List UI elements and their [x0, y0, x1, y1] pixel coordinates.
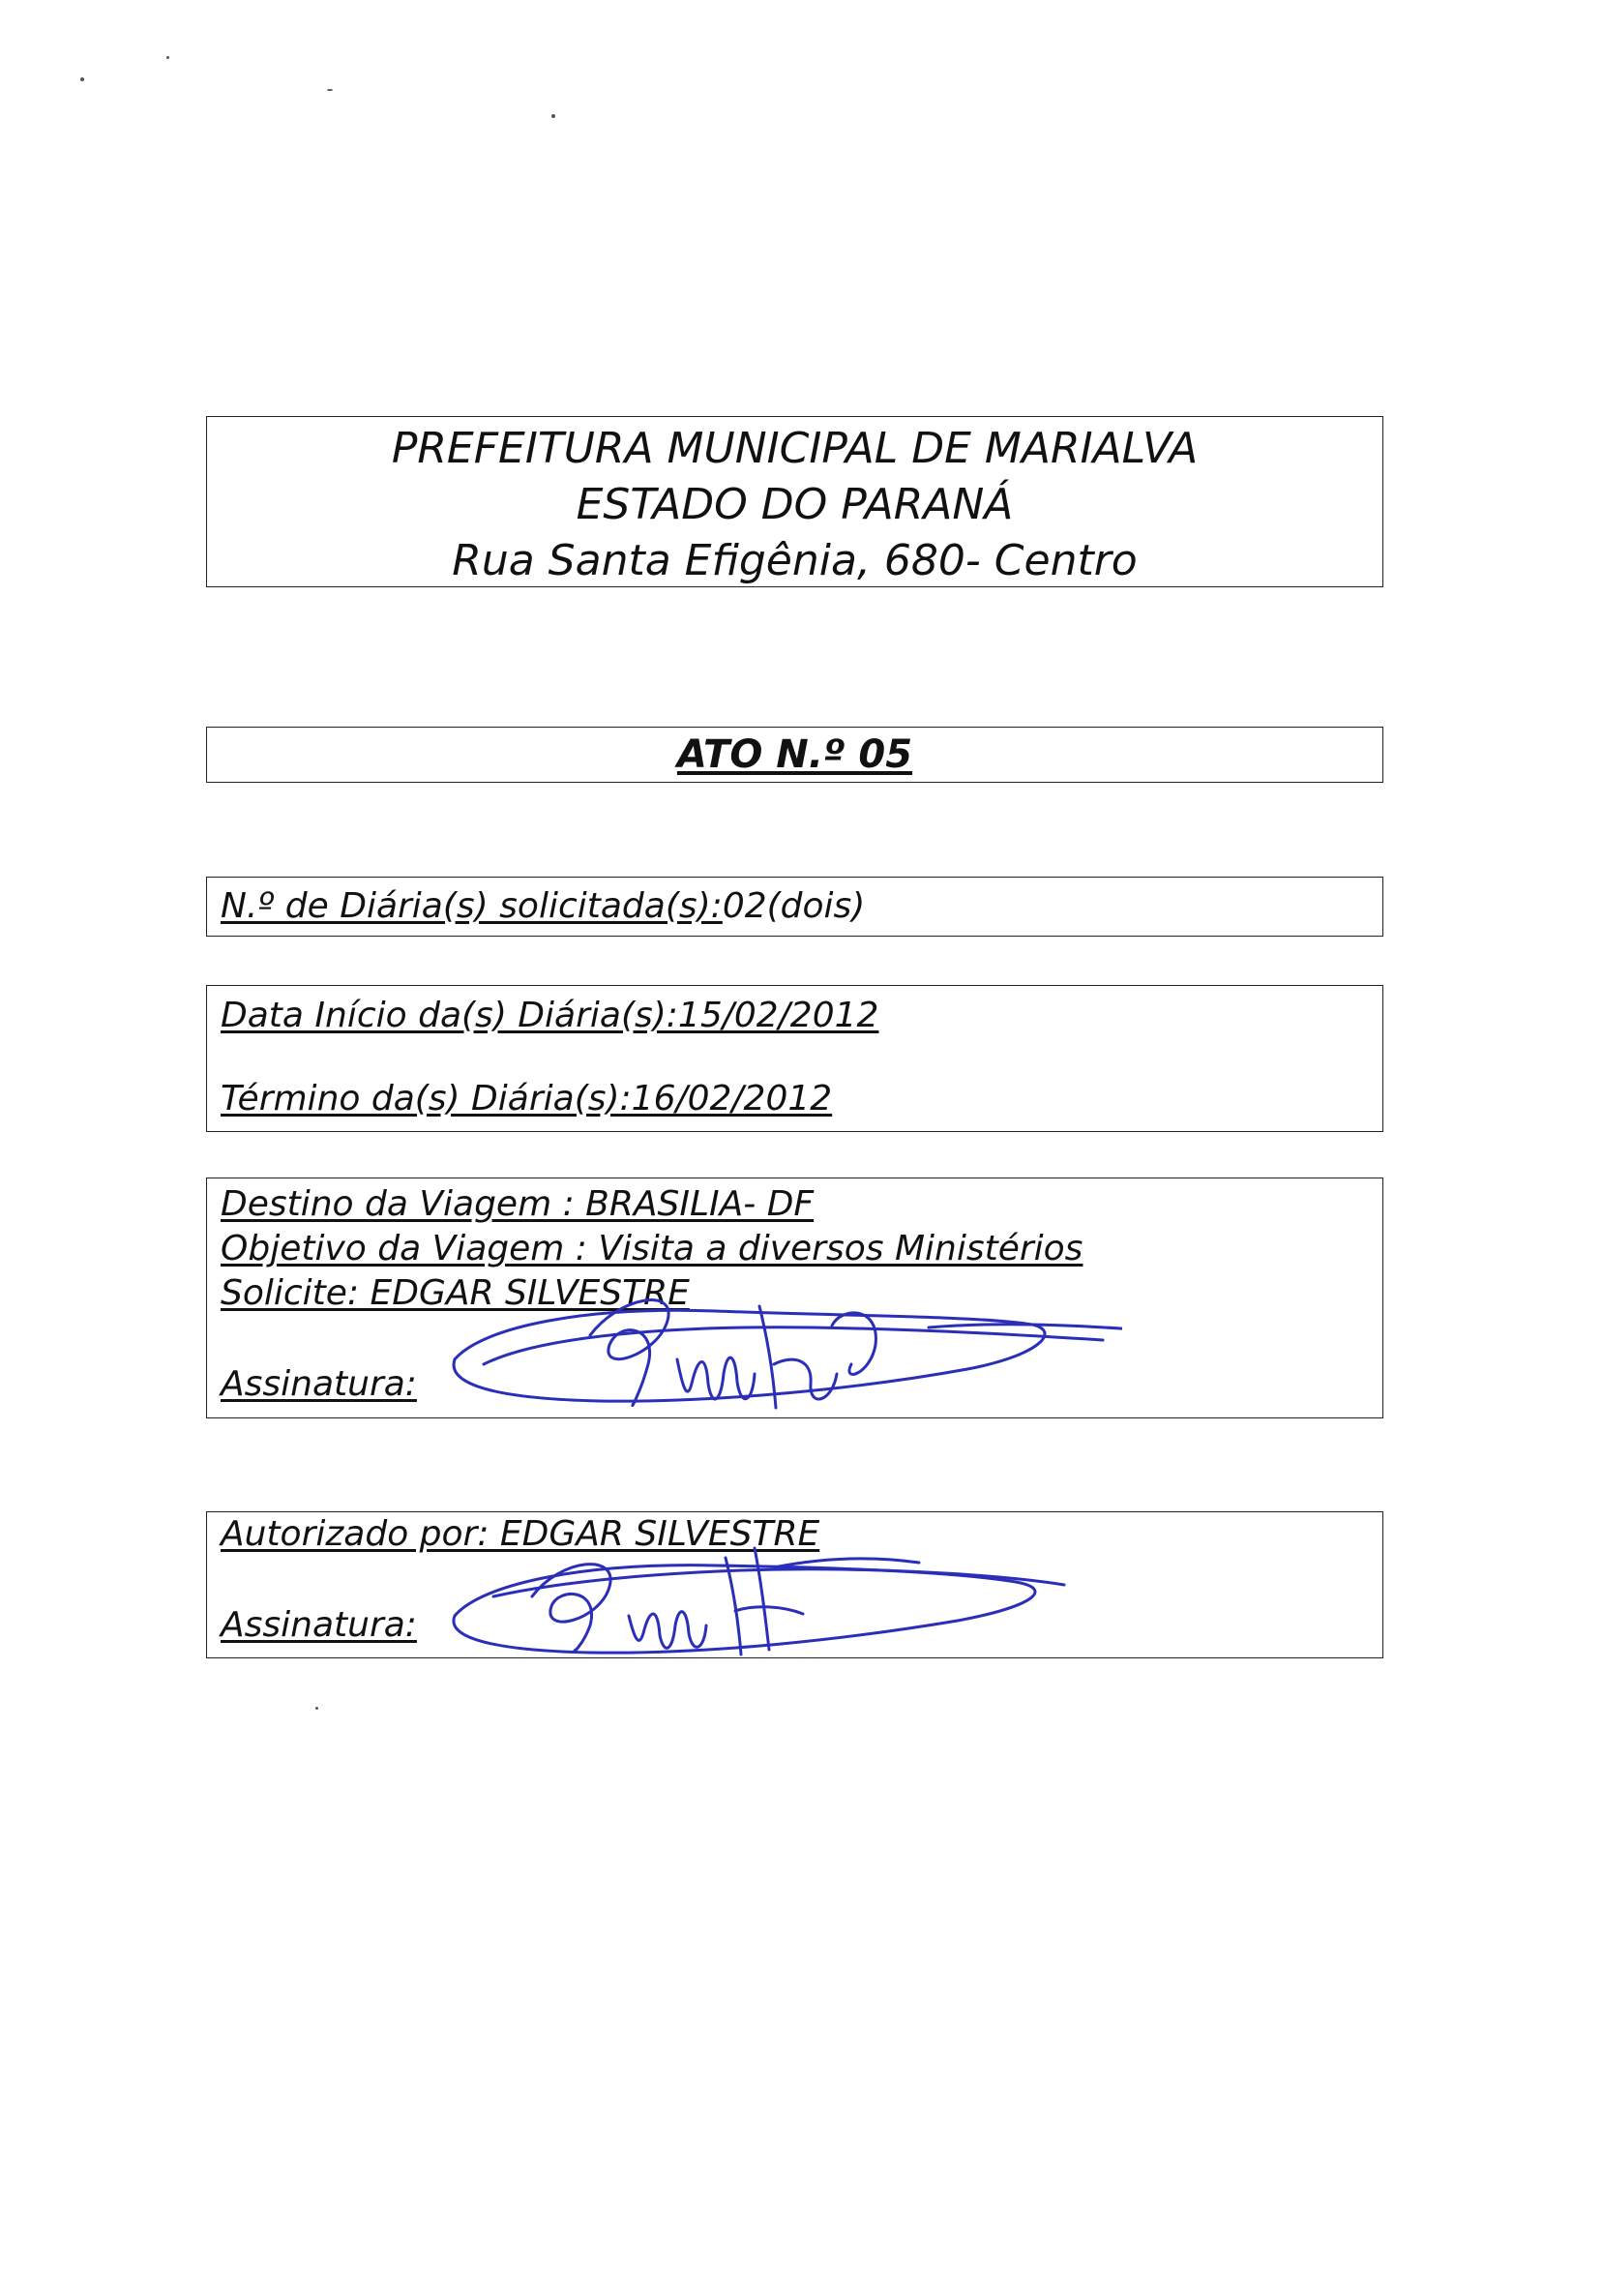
requester: Solicite: EDGAR SILVESTRE [221, 1273, 690, 1313]
ato-box [206, 727, 1383, 783]
authorized-by: Autorizado por: EDGAR SILVESTRE [221, 1514, 820, 1554]
scan-speck [315, 1707, 318, 1710]
diarias-box [206, 877, 1383, 937]
trip-box [206, 1178, 1383, 1418]
signature-label: Assinatura: [221, 1605, 417, 1645]
scan-speck [80, 77, 84, 81]
scan-speck [327, 89, 333, 91]
destination: Destino da Viagem : BRASILIA- DF [221, 1184, 815, 1224]
header-box [206, 416, 1383, 587]
diarias-value: 02(dois) [722, 886, 866, 926]
objective: Objetivo da Viagem : Visita a diversos Ministérios [221, 1229, 1083, 1268]
signature-label: Assinatura: [221, 1364, 417, 1404]
ato-title: ATO N.º 05 [676, 732, 913, 777]
header-address: Rua Santa Efigênia, 680- Centro [452, 536, 1138, 585]
header-municipality: PREFEITURA MUNICIPAL DE MARIALVA [391, 424, 1199, 473]
scan-speck [166, 56, 169, 59]
end-date: Término da(s) Diária(s):16/02/2012 [221, 1079, 833, 1118]
scan-speck [551, 114, 555, 118]
authorization-box [206, 1511, 1383, 1658]
start-date: Data Início da(s) Diária(s):15/02/2012 [221, 996, 879, 1035]
diarias-label: N.º de Diária(s) solicitada(s): [221, 886, 723, 926]
dates-box [206, 985, 1383, 1132]
header-state: ESTADO DO PARANÁ [576, 480, 1014, 529]
